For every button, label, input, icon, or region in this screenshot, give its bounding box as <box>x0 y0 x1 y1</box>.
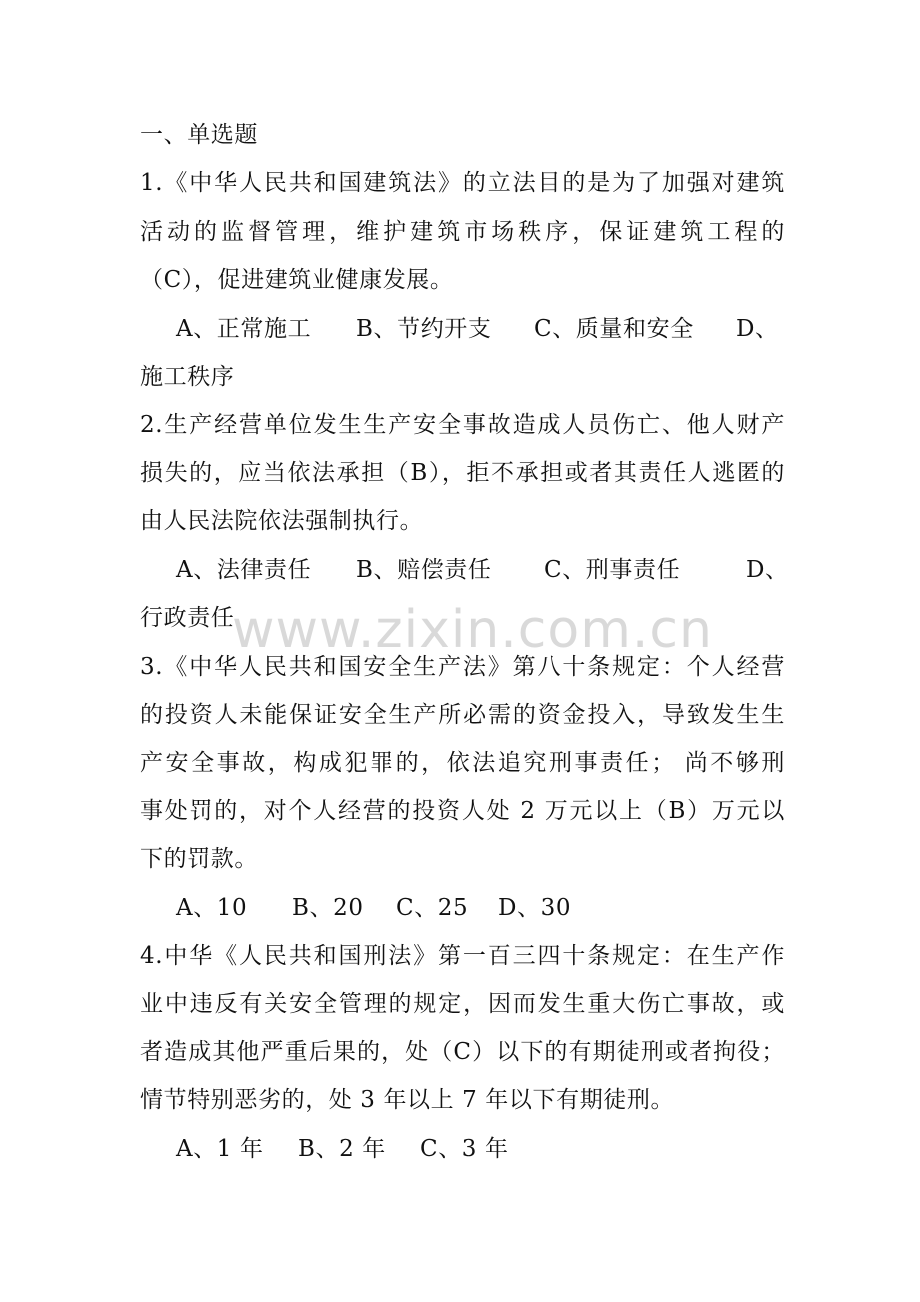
question-3-option-d: D、30 <box>498 895 572 921</box>
question-3-option-b: B、20 <box>292 895 364 921</box>
question-3-line-4: 事处罚的，对个人经营的投资人处 2 万元以上（B）万元以 <box>140 798 785 824</box>
question-1-option-a: A、正常施工 <box>176 316 312 342</box>
question-4-option-b: B、2 年 <box>298 1136 386 1162</box>
question-4-line-4: 情节特别恶劣的，处 3 年以上 7 年以下有期徒刑。 <box>140 1087 675 1113</box>
question-4-line-2: 业中违反有关安全管理的规定，因而发生重大伤亡事故，或 <box>140 991 785 1017</box>
question-3-line-1: 3.《中华人民共和国安全生产法》第八十条规定：个人经营 <box>140 654 785 680</box>
question-2-line-1: 2.生产经营单位发生生产安全事故造成人员伤亡、他人财产 <box>140 412 785 438</box>
question-3-option-a: A、10 <box>176 895 248 921</box>
question-3-line-5: 下的罚款。 <box>140 846 258 872</box>
question-1-line-2: 活动的监督管理，维护建筑市场秩序，保证建筑工程的 <box>140 219 785 245</box>
question-3-option-c: C、25 <box>396 895 469 921</box>
question-2-line-2: 损失的，应当依法承担（B），拒不承担或者其责任人逃匿的 <box>140 460 785 486</box>
question-1-option-c: C、质量和安全 <box>534 316 694 342</box>
question-1-line-1: 1.《中华人民共和国建筑法》的立法目的是为了加强对建筑 <box>140 170 785 196</box>
question-3-line-3: 产安全事故，构成犯罪的，依法追究刑事责任； 尚不够刑 <box>140 750 785 776</box>
question-1-option-d-text: 施工秩序 <box>140 364 235 390</box>
question-4-option-c: C、3 年 <box>420 1136 509 1162</box>
watermark: www.zixin.com.cn <box>232 600 713 660</box>
question-3-line-2: 的投资人未能保证安全生产所必需的资金投入，导致发生生 <box>140 702 785 728</box>
question-1-option-d: D、 <box>736 316 779 342</box>
question-2-option-b: B、赔偿责任 <box>356 557 492 583</box>
question-2-option-d: D、 <box>746 557 789 583</box>
question-2-option-d-text: 行政责任 <box>140 605 235 631</box>
question-1-line-3: （C），促进建筑业健康发展。 <box>140 267 454 293</box>
section-title: 一、单选题 <box>140 122 258 148</box>
question-4-option-a: A、1 年 <box>176 1136 264 1162</box>
question-1-option-b: B、节约开支 <box>356 316 492 342</box>
question-2-option-c: C、刑事责任 <box>544 557 681 583</box>
question-4-line-3: 者造成其他严重后果的，处（C）以下的有期徒刑或者拘役； <box>140 1039 785 1065</box>
question-2-option-a: A、法律责任 <box>176 557 312 583</box>
question-2-line-3: 由人民法院依法强制执行。 <box>140 508 424 534</box>
question-4-line-1: 4.中华《人民共和国刑法》第一百三四十条规定：在生产作 <box>140 943 785 969</box>
